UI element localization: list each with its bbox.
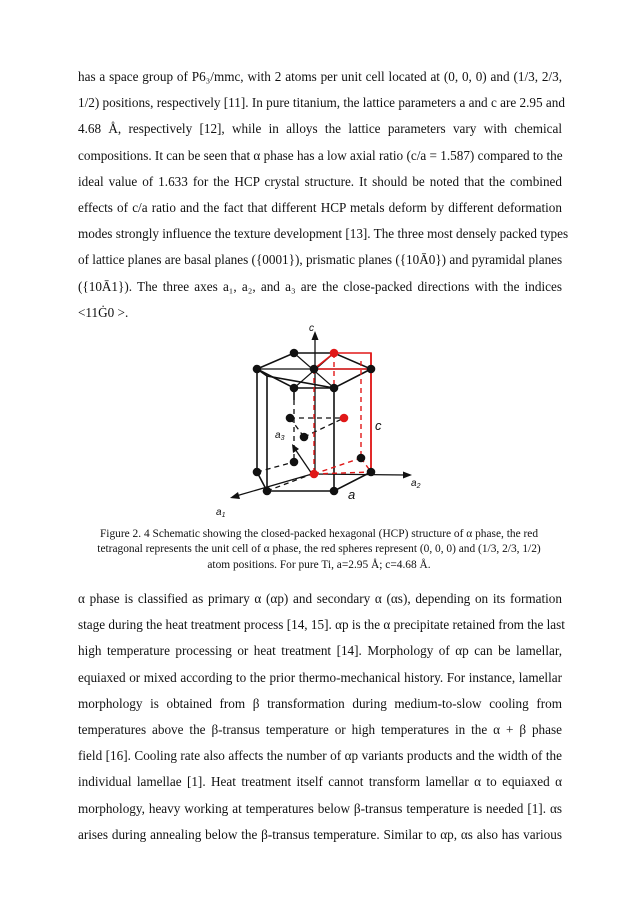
text-line: high temperature processing or heat treatment [14]. Morphology of αp can be lamellar, (78, 643, 562, 659)
a1-axis-label (216, 507, 226, 519)
a3-axis-arrowhead (292, 444, 299, 453)
atom (367, 365, 376, 374)
text-line: ({10Ā1}). The three axes a₁, a₂, and a₃ are the close-packed directions with the indices (78, 278, 562, 294)
atom (253, 365, 262, 374)
atom (290, 349, 299, 358)
a2-label: a (411, 478, 417, 489)
a1-subscript: 1 (221, 512, 226, 519)
caption-line: Figure 2. 4 Schematic showing the closed-packed hexagonal (HCP) structure of α phase, the red (99, 528, 539, 540)
paragraph-1 (78, 64, 569, 326)
text-line: morphology, heavy working at temperatures below β-transus temperature is needed [1]. αs (78, 800, 562, 816)
hidden-edge (257, 462, 294, 472)
red-atom (310, 470, 319, 479)
text-line: modes strongly influence the texture development [13]. The three most densely packed types (78, 226, 569, 242)
text-line: compositions. It can be seen that α phase has a low axial ratio (c/a = 1.587) compared to the (78, 147, 563, 163)
atom (330, 384, 339, 393)
text-line: α phase is classified as primary α (αp) and secondary α (αs), depending on its formation (78, 591, 562, 606)
text-line: morphology is obtained from β transformation during medium-to-slow cooling from (78, 695, 562, 711)
c-parameter-label: c (375, 418, 382, 433)
a3-axis-label (275, 430, 285, 442)
text-line: temperatures above the β-transus temperature or high temperatures in the α + β phase (78, 721, 562, 737)
caption-line: atom positions. For pure Ti, a=2.95 Å; c=4.68 Å. (207, 558, 431, 571)
atom (367, 468, 376, 477)
a2-axis-label (411, 478, 421, 490)
atom (310, 365, 319, 374)
atom (330, 487, 339, 496)
hidden-edge (267, 474, 312, 491)
c-axis-label: c (309, 323, 314, 334)
text-line: 4.68 Å, respectively [12], while in alloys the lattice parameters vary with chemical (78, 121, 562, 137)
text-line: <11Ġ0 >. (78, 304, 129, 320)
red-atom (330, 349, 339, 358)
text-line: arises during annealing below the β-transus temperature. Similar to αp, αs also has various (78, 826, 562, 842)
paragraph-2 (78, 586, 565, 848)
a3-subscript: 3 (280, 435, 285, 442)
atom (290, 384, 299, 393)
a3-label: a (275, 430, 281, 441)
text-line: has a space group of P6₃/mmc, with 2 atoms per unit cell located at (0, 0, 0) and (1/3, 2/3, (78, 69, 562, 84)
atom (253, 468, 262, 477)
text-line: stage during the heat treatment process [14, 15]. αp is the α precipitate retained from the last (78, 617, 565, 633)
atom (263, 487, 272, 496)
hidden-edge (304, 418, 344, 437)
a-parameter-label: a (348, 487, 356, 502)
text-line: of lattice planes are basal planes ({0001}), prismatic planes ({10Ā0}) and pyramidal planes (78, 252, 563, 268)
hcp-diagram (200, 322, 440, 522)
a1-axis-line (236, 474, 312, 496)
unit-cell-top (314, 353, 371, 369)
text-line: ideal value of 1.633 for the HCP crystal structure. It should be noted that the combined (78, 173, 562, 189)
a1-label: a (216, 507, 222, 518)
text-line: field [16]. Cooling rate also affects the number of αp variants products and the width of the (78, 748, 562, 764)
atom (300, 433, 309, 442)
unit-cell-hidden-edge (314, 458, 361, 474)
atom (357, 454, 366, 463)
text-line: equiaxed or mixed according to the prior thermo-mechanical history. For instance, lamellar (78, 669, 562, 685)
hcp-structure-figure (200, 322, 440, 522)
figure-caption (96, 527, 542, 573)
atom (290, 458, 299, 467)
text-line: effects of c/a ratio and the fact that different HCP metals deform by different deformation (78, 199, 562, 215)
caption-line: tetragonal represents the unit cell of α phase, the red spheres represent (0, 0, 0) and (1/3, 2/3, 1/2) (97, 543, 541, 556)
a2-subscript: 2 (416, 483, 421, 490)
text-line: individual lamellae [1]. Heat treatment itself cannot transform lamellar α to equiaxed α (78, 774, 562, 790)
text-line: 1/2) positions, respectively [11]. In pure titanium, the lattice parameters a and c are 2.95 and (78, 95, 565, 111)
a1-axis-arrowhead (230, 492, 240, 499)
atom (286, 414, 295, 423)
red-atom (340, 414, 349, 423)
